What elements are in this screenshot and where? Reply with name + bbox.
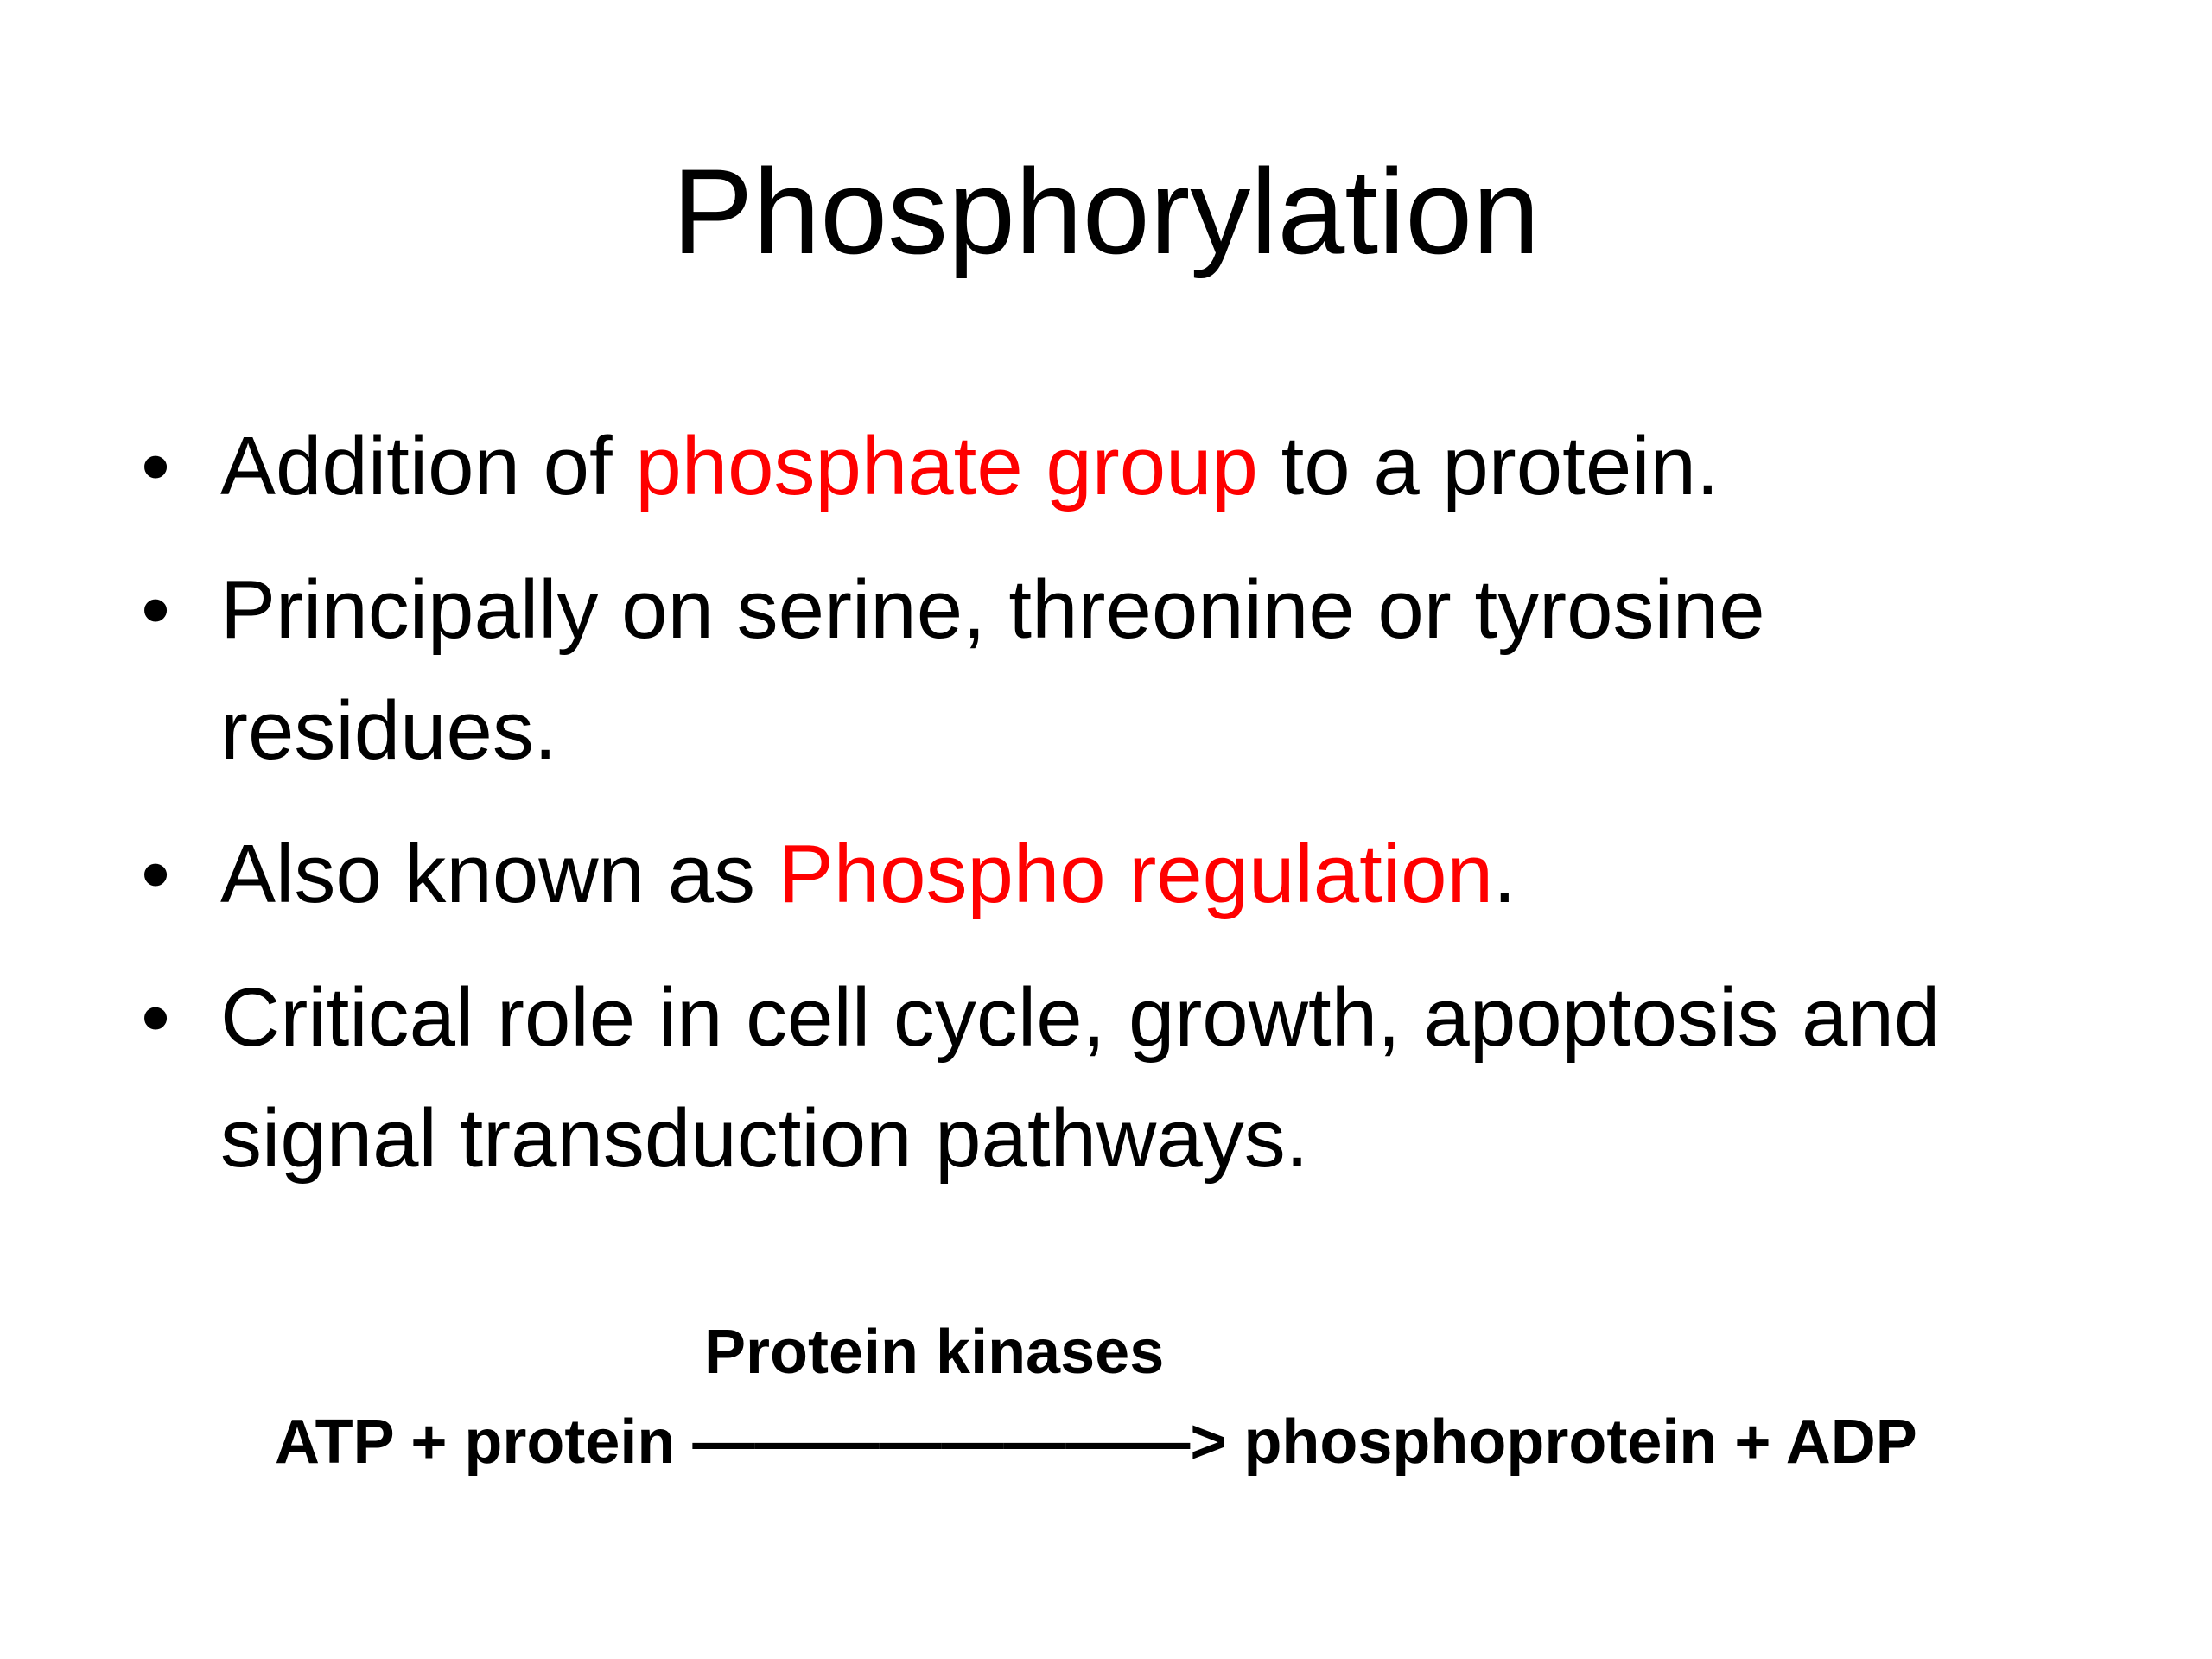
bullet-item-critical-role (130, 957, 1987, 1199)
bullet-text: Critical role in cell cycle, growth, apoptosis and signal transduction pathways. (220, 971, 1941, 1185)
bullet-dot-icon: • (141, 563, 170, 656)
slide-title: Phosphorylation (672, 143, 1540, 279)
bullet-text: Principally on serine, threonine or tyrosine residues. (220, 563, 1765, 777)
bullet-text-end: to a protein. (1257, 420, 1719, 512)
reaction-equation: ATP + protein ————————> phosphoprotein + ADP (275, 1408, 1917, 1477)
bullet-text: Also known as (220, 828, 779, 920)
highlight-text: phosphate group (635, 420, 1258, 512)
enzyme-label: Protein kinases (704, 1318, 1165, 1387)
bullet-item-residues (130, 550, 1987, 791)
bullet-text: Addition of (220, 420, 636, 512)
bullet-item-also-known (130, 814, 1987, 935)
bullet-dot-icon: • (141, 420, 170, 512)
bullet-item-addition (130, 406, 1987, 527)
bullet-list (130, 406, 1987, 1222)
highlight-text: Phospho regulation (778, 828, 1493, 920)
bullet-dot-icon: • (141, 971, 170, 1064)
bullet-text-end: . (1492, 828, 1516, 920)
bullet-dot-icon: • (141, 828, 170, 920)
